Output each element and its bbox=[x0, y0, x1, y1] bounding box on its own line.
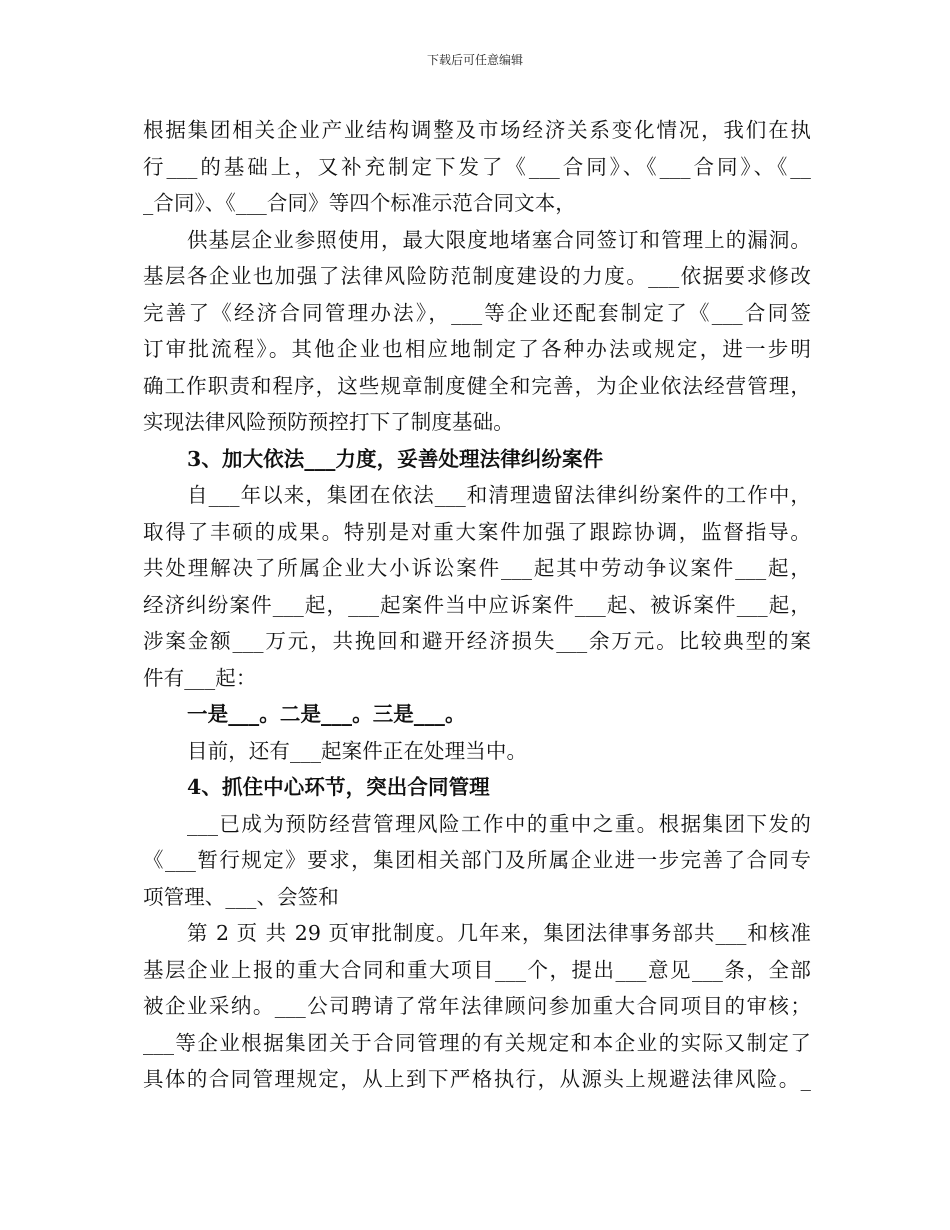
section-heading: 4、抓住中心环节，突出合同管理 bbox=[187, 775, 490, 799]
text-line: 完善了《经济合同管理办法》，___等企业还配套制定了《___合同签 bbox=[143, 300, 811, 325]
text-line: 确工作职责和程序，这些规章制度健全和完善，为企业依法经营管理， bbox=[143, 373, 811, 398]
text-line: ___已成为预防经营管理风险工作中的重中之重。根据集团下发的 bbox=[187, 811, 811, 836]
text-line: 共处理解决了所属企业大小诉讼案件___起其中劳动争议案件___起， bbox=[143, 556, 811, 580]
section-heading: 3、加大依法___力度，妥善处理法律纠纷案件 bbox=[187, 446, 604, 471]
text-line: 取得了丰硕的成果。特别是对重大案件加强了跟踪协调，监督指导。 bbox=[143, 519, 811, 544]
text-line: 根据集团相关企业产业结构调整及市场经济关系变化情况，我们在执 bbox=[143, 118, 811, 142]
text-line: _合同》、《___合同》等四个标准示范合同文本， bbox=[143, 191, 576, 215]
text-line: 基层企业上报的重大合同和重大项目___个，提出___意见___条，全部 bbox=[143, 957, 811, 982]
text-line: 第 2 页 共 29 页审批制度。几年来，集团法律事务部共___和核准 bbox=[187, 921, 811, 945]
text-line: 自___年以来，集团在依法___和清理遗留法律纠纷案件的工作中， bbox=[187, 483, 811, 507]
page-header: 下载后可任意编辑 bbox=[426, 53, 523, 67]
text-line: 行___的基础上，又补充制定下发了《___合同》、《___合同》、《__ bbox=[143, 154, 811, 179]
document-body bbox=[143, 112, 811, 1098]
text-line: 件有___起： bbox=[143, 665, 257, 690]
text-line: 项管理、___、会签和 bbox=[143, 884, 339, 909]
text-line: ___等企业根据集团关于合同管理的有关规定和本企业的实际又制定了 bbox=[143, 1030, 811, 1055]
text-line: 涉案金额___万元，共挽回和避开经济损失___余万元。比较典型的案 bbox=[143, 629, 811, 653]
text-line: 目前，还有___起案件正在处理当中。 bbox=[187, 738, 528, 763]
text-line: 被企业采纳。___公司聘请了常年法律顾问参加重大合同项目的审核； bbox=[143, 994, 811, 1018]
text-line: 实现法律风险预防预控打下了制度基础。 bbox=[143, 410, 514, 434]
text-line: 《___暂行规定》要求，集团相关部门及所属企业进一步完善了合同专 bbox=[143, 848, 811, 872]
text-line: 供基层企业参照使用，最大限度地堵塞合同签订和管理上的漏洞。 bbox=[187, 227, 811, 252]
text-line: 经济纠纷案件___起，___起案件当中应诉案件___起、被诉案件___起， bbox=[143, 592, 811, 617]
bold-line: 一是___。二是___。三是___。 bbox=[187, 702, 466, 726]
text-line: 基层各企业也加强了法律风险防范制度建设的力度。___依据要求修改 bbox=[143, 264, 811, 288]
text-line: 具体的合同管理规定，从上到下严格执行，从源头上规避法律风险。_ bbox=[143, 1067, 811, 1091]
text-line: 订审批流程》。其他企业也相应地制定了各种办法或规定，进一步明 bbox=[143, 337, 811, 361]
